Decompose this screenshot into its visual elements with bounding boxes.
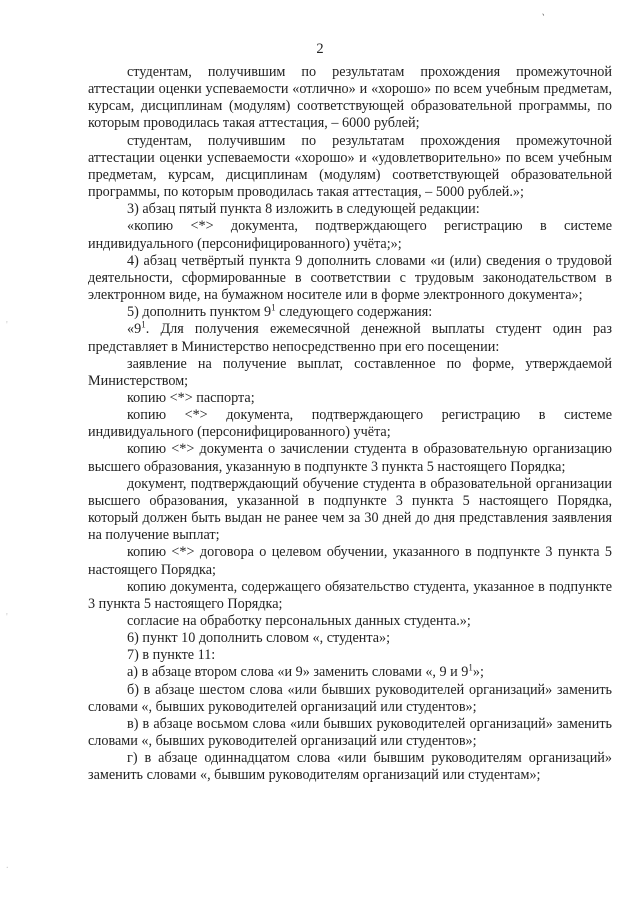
paragraph-text: 6) пункт 10 дополнить словом «, студента»; [127, 630, 391, 647]
paragraph [88, 304, 612, 321]
margin-mark: . [6, 860, 9, 871]
paragraph [88, 133, 612, 202]
paragraph-text: «9 [127, 321, 142, 338]
paragraph [88, 613, 612, 630]
paragraph [88, 630, 612, 647]
paragraph [88, 682, 612, 716]
corner-mark: ` [537, 10, 547, 26]
paragraph [88, 716, 612, 750]
paragraph [88, 750, 612, 784]
paragraph-text: студентам, получившим по результатам прохождения промежуточной аттестации оценки успеваемости «отлично» и «хорошо» по всем учебным предметам, курсам, дисциплинам (модулям) соответствующей образовательной программы, по которым проводилась такая аттестация, – 6000 рублей; [88, 64, 612, 132]
paragraph [88, 664, 612, 681]
paragraph-text: копию <*> документа, подтверждающего регистрацию в системе индивидуального (персонифицированного) учёта; [88, 407, 612, 441]
paragraph-text: . Для получения ежемесячной денежной выплаты студент один раз представляет в Министерство непосредственно при его посещении: [88, 321, 612, 355]
paragraph-text: в) в абзаце восьмом слова «или бывших руководителей организаций» заменить словами «, бывших руководителей организаций или студентов»; [88, 715, 612, 750]
paragraph-text: документ, подтверждающий обучение студента в образовательной организации высшего образования, указанной в подпункте 3 пункта 5 настоящего Порядка, который должен быть выдан не ранее чем за 30 дней до дня представления заявления на получение выплат; [88, 475, 612, 544]
margin-mark: ' [6, 320, 8, 331]
paragraph-text: заявление на получение выплат, составленное по форме, утверждаемой Министерством; [88, 355, 612, 389]
paragraph-text: копию <*> документа о зачислении студента в образовательную организацию высшего образования, указанную в подпункте 3 пункта 5 настоящего Порядка; [88, 441, 612, 475]
paragraph [88, 64, 612, 133]
paragraph [88, 201, 612, 218]
paragraph [88, 218, 612, 252]
page-number: 2 [316, 41, 324, 57]
paragraph-text: а) в абзаце втором слова «и 9» заменить словами «, 9 и 9 [127, 664, 469, 681]
paragraph [88, 476, 612, 545]
superscript: 1 [141, 319, 146, 330]
paragraph [88, 544, 612, 578]
paragraph-text: 3) абзац пятый пункта 8 изложить в следующей редакции: [127, 201, 480, 218]
document-body [88, 64, 612, 785]
paragraph-text: копию <*> договора о целевом обучении, указанного в подпункте 3 пункта 5 настоящего Порядка; [88, 544, 612, 578]
paragraph-text: копию документа, содержащего обязательство студента, указанное в подпункте 3 пункта 5 настоящего Порядка; [88, 578, 612, 612]
superscript: 1 [468, 662, 473, 673]
paragraph-text: копию <*> паспорта; [127, 389, 255, 406]
paragraph-text: 7) в пункте 11: [127, 647, 216, 664]
paragraph-text: 5) дополнить пунктом 9 [127, 304, 272, 321]
paragraph [88, 407, 612, 441]
paragraph [88, 647, 612, 664]
paragraph-text: следующего содержания: [275, 304, 433, 321]
paragraph-text: 4) абзац четвёртый пункта 9 дополнить словами «и (или) сведения о трудовой деятельности, сформированные в соответствии с трудовым законодательством в электронном виде, на бумажном носителе или в форме электронного документа»; [88, 252, 612, 304]
paragraph [88, 356, 612, 390]
paragraph-text: согласие на обработку персональных данных студента.»; [127, 613, 471, 629]
paragraph-text: »; [472, 664, 484, 681]
paragraph [88, 441, 612, 475]
paragraph [88, 579, 612, 613]
paragraph [88, 253, 612, 304]
margin-mark: ' [6, 612, 8, 623]
paragraph [88, 321, 612, 355]
paragraph-text: «копию <*> документа, подтверждающего регистрацию в системе индивидуального (персонифицированного) учёта;»; [88, 218, 612, 252]
superscript: 1 [271, 302, 276, 313]
paragraph-text: студентам, получившим по результатам прохождения промежуточной аттестации оценки успеваемости «хорошо» и «удовлетворительно» по всем учебным предметам, курсам, дисциплинам (модулям) соответствующей образовательной программы, по которым проводилась такая аттестация, – 5000 рублей.»; [88, 132, 612, 201]
paragraph-text: г) в абзаце одиннадцатом слова «или бывшим руководителям организаций» заменить словами «, бывшим руководителям организаций или студентам»; [88, 750, 612, 784]
paragraph [88, 390, 612, 407]
paragraph-text: б) в абзаце шестом слова «или бывших руководителей организаций» заменить словами «, бывших руководителей организаций или студентов»; [88, 681, 612, 715]
